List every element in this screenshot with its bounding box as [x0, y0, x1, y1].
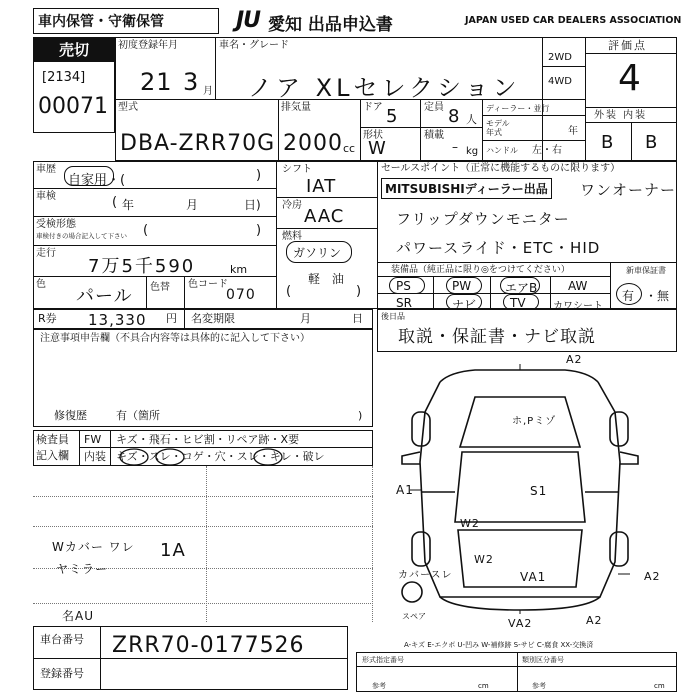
r-label: R券	[38, 312, 57, 325]
yen-unit: 円	[166, 312, 177, 325]
lot-code: [2134]	[42, 70, 86, 85]
repair-label: 修復歴	[54, 409, 87, 422]
divider	[215, 37, 216, 99]
ref-label: 参考	[532, 682, 546, 690]
ac-label: 冷房	[282, 200, 302, 211]
divider	[420, 99, 421, 161]
wheel-rr	[610, 532, 628, 566]
dotted-line	[33, 526, 373, 527]
inspector-label-1: 検査員	[36, 433, 69, 446]
repair-close: )	[358, 409, 363, 422]
reception-label: 受検形態	[36, 219, 76, 230]
diagram-mark-bumper-note: カバースレ	[398, 570, 453, 581]
divider	[482, 99, 483, 161]
fuel-value: ガソリン	[293, 246, 342, 260]
handle-label: ハンドル	[486, 146, 518, 155]
later-items-value: 取説・保証書・ナビ取説	[398, 327, 596, 347]
divider	[79, 430, 80, 466]
month-unit: 月	[300, 312, 311, 325]
diagram-mark-top: A2	[566, 353, 583, 366]
damage-legend: A-キズ E-エクボ U-凹み W-補修跡 S-サビ C-腐食 XX-交換済	[404, 641, 594, 649]
divider	[184, 309, 185, 329]
exterior-grade: B	[601, 132, 615, 153]
sold-badge: 売切	[34, 38, 114, 62]
ac-value: AAC	[304, 206, 345, 227]
cc-unit: cc	[343, 142, 356, 155]
name-change-label: 名変期限	[191, 312, 235, 325]
dotted-line	[33, 496, 373, 497]
diagram-mark-hood: ホ,Pミゾ	[512, 416, 557, 427]
divider	[184, 276, 185, 309]
capacity-unit: 人	[466, 113, 477, 126]
model-value: DBA-ZRR70G	[120, 131, 276, 156]
warranty-no: ・無	[645, 289, 670, 303]
reg-month: 3	[183, 68, 200, 96]
handwritten-note-3: 名AU	[62, 609, 94, 623]
lot-number: 00071	[38, 94, 108, 119]
reg-number-label: 登録番号	[40, 667, 84, 680]
divider	[356, 666, 677, 667]
divider	[517, 652, 518, 692]
color-code-label: 色コード	[188, 279, 228, 290]
capacity-label: 定員	[424, 102, 444, 113]
equip-navi: ナビ	[452, 298, 477, 312]
divider	[631, 122, 632, 161]
divider	[585, 37, 586, 161]
equip-pw-circle	[446, 277, 482, 294]
divider	[146, 276, 147, 309]
dotted-vertical	[206, 466, 207, 622]
divider	[33, 188, 276, 189]
color-label: 色	[36, 279, 46, 290]
fw-label: FW	[84, 433, 102, 446]
shift-value: IAT	[306, 176, 337, 197]
interior-circle-marks	[110, 446, 310, 468]
divider	[490, 276, 491, 309]
divider	[377, 161, 378, 309]
sales-point-3: パワースライド・ETC・HID	[396, 239, 601, 257]
cm-unit: cm	[654, 682, 665, 690]
warranty-yes: 有	[622, 289, 635, 303]
load-label: 積載	[424, 130, 444, 141]
color-code-value: 070	[226, 287, 256, 303]
equip-tv: TV	[510, 296, 526, 310]
displacement-label: 排気量	[281, 102, 311, 113]
reception-open: (	[143, 223, 149, 238]
divider	[482, 140, 585, 141]
equip-sr: SR	[396, 296, 412, 310]
divider	[33, 276, 276, 277]
handwritten-note-2: ヤミラー	[56, 562, 109, 576]
day-unit: 日	[352, 312, 363, 325]
color-replaced-label: 色替	[150, 282, 170, 293]
reception-note: 車検付きの場合記入して下さい	[36, 232, 127, 240]
divider	[276, 228, 377, 229]
roof-outline	[455, 452, 585, 522]
wheel-rl	[412, 532, 430, 566]
interior-grade: B	[645, 132, 659, 153]
interior-items: キズ・スレ・コゲ・穴・スレ・キレ・破レ	[116, 450, 325, 463]
warranty-circle	[616, 283, 642, 305]
sales-point-1: ワンオーナー	[580, 181, 677, 199]
divider	[482, 115, 585, 116]
circle-mark	[156, 449, 184, 465]
divider	[360, 127, 482, 128]
rear-bumper	[440, 597, 600, 610]
wheel-fr	[610, 412, 628, 446]
inspection-month: 月	[186, 198, 199, 212]
divider	[585, 53, 677, 54]
equip-aw: AW	[568, 279, 588, 293]
reception-close: )	[256, 223, 262, 238]
storage-box: 車内保管・守衛保管	[33, 8, 219, 34]
wheel-fl	[412, 412, 430, 446]
month-unit: 月	[203, 86, 213, 97]
form-title: 愛知 出品申込書	[268, 15, 393, 35]
car-diagram	[380, 352, 677, 630]
drive-2wd: 2WD	[548, 52, 572, 63]
fw-items: キズ・飛石・ヒビ割・リペア跡・X要	[116, 433, 300, 446]
divider	[550, 276, 551, 309]
divider	[278, 99, 279, 161]
repair-value: 有（箇所	[116, 409, 160, 422]
ju-logo: JU	[236, 8, 261, 33]
dotted-line	[33, 603, 373, 604]
dotted-vertical	[372, 466, 373, 622]
shape-value: W	[368, 138, 387, 159]
evaluation-label: 評価点	[608, 39, 647, 52]
equip-airbag: エアB	[505, 281, 538, 295]
interior-label: 内装	[84, 450, 106, 463]
divider	[542, 66, 585, 67]
doors-value: 5	[386, 106, 399, 127]
mirror-left	[402, 452, 420, 464]
association-name: JAPAN USED CAR DEALERS ASSOCIATION	[465, 15, 682, 26]
mileage-label: 走行	[36, 248, 56, 259]
front-bumper	[440, 370, 598, 382]
sales-point-2: フリップダウンモニター	[396, 210, 570, 228]
divider	[276, 197, 377, 198]
cm-unit: cm	[478, 682, 489, 690]
diagram-mark-roof: S1	[530, 484, 548, 498]
equipment-label: 装備品（純正品に限り◎をつけてください）	[391, 265, 570, 275]
load-value: –	[452, 140, 458, 154]
divider	[33, 245, 276, 246]
divider	[377, 262, 677, 263]
equip-ps: PS	[396, 279, 411, 293]
ref-label: 参考	[372, 682, 386, 690]
diagram-mark-right-rear: A2	[644, 570, 661, 583]
fuel-bracket-right: )	[356, 284, 362, 299]
equip-airbag-circle	[500, 277, 540, 294]
capacity-value: 8	[448, 106, 461, 127]
diagram-mark-left-mid: W2	[460, 517, 480, 530]
evaluation-score: 4	[618, 58, 642, 99]
inspection-open: (	[112, 195, 118, 210]
mileage-unit: km	[230, 263, 248, 276]
diagram-mark-left-front: A1	[396, 483, 414, 497]
inspection-day: 日)	[244, 198, 261, 212]
form-label: 形式指定番号	[362, 656, 404, 664]
mirror-right	[620, 452, 638, 464]
handwritten-note-1-grade: 1A	[160, 540, 186, 561]
first-registration-label: 初度登録年月	[118, 40, 178, 51]
diagram-mark-bottom-right: A2	[586, 614, 603, 627]
model-year-label: モデル 年式	[486, 119, 510, 137]
sales-points-label: セールスポイント（正常に機能するものに限ります）	[381, 163, 621, 174]
diesel-label: 軽 油	[308, 272, 348, 286]
history-value: 自家用・(	[68, 173, 126, 188]
equip-pw: PW	[452, 279, 472, 293]
equip-tv-circle	[503, 294, 539, 310]
divider	[360, 99, 361, 161]
fuel-bracket-left: (	[286, 284, 292, 299]
divider	[33, 658, 348, 659]
inspector-label-2: 記入欄	[36, 449, 69, 462]
reg-year: 21	[140, 68, 173, 96]
name-grade-value: ノア XLセレクション	[248, 74, 521, 102]
displacement-value: 2000	[283, 131, 343, 156]
divider	[610, 262, 611, 309]
r-value: 13,330	[88, 311, 147, 329]
category-label: 類別区分番号	[522, 656, 564, 664]
divider	[585, 107, 677, 108]
circle-mark	[120, 449, 148, 465]
notes-label: 注意事項申告欄（不具合内容等は具体的に記入して下さい）	[40, 333, 310, 344]
handwritten-note-1: Wカバー ワレ	[52, 540, 135, 554]
history-circle	[64, 166, 114, 186]
chassis-label: 車台番号	[40, 633, 84, 646]
divider	[433, 276, 434, 309]
dealer-tag: MITSUBISHIディーラー出品	[381, 178, 552, 199]
divider	[33, 216, 276, 217]
fuel-label: 燃料	[282, 231, 302, 242]
drive-4wd: 4WD	[548, 76, 572, 87]
model-label: 型式	[118, 102, 138, 113]
name-grade-label: 車名・グレード	[219, 40, 289, 51]
shape-label: 形状	[363, 130, 383, 141]
mileage-value: 7万5千590	[88, 256, 196, 277]
later-items-label: 後日品	[381, 312, 405, 321]
doors-label: ドア	[363, 102, 383, 113]
chassis-value: ZRR70-0177526	[112, 633, 305, 658]
year-unit: 年	[568, 126, 578, 137]
history-close: )	[256, 168, 262, 183]
circle-mark	[254, 449, 282, 465]
spare-label: スペア	[402, 612, 426, 621]
ext-int-label: 外装 内装	[594, 110, 648, 121]
dealer-parallel: ディーラー・並行	[486, 104, 550, 113]
spare-tire	[402, 582, 422, 602]
equip-ps-circle	[389, 277, 425, 294]
diagram-mark-rear-bottom: VA2	[508, 617, 533, 630]
divider	[115, 99, 585, 100]
equip-navi-circle	[446, 294, 482, 310]
divider	[276, 161, 277, 309]
inspection-year: 年	[122, 198, 135, 212]
equip-seat: カワシート	[553, 301, 603, 312]
inspection-label: 車検	[36, 191, 56, 202]
warranty-label: 新車保証書	[626, 266, 666, 275]
shift-label: シフト	[282, 164, 312, 175]
load-unit: kg	[466, 146, 479, 157]
history-label: 車歴	[36, 164, 56, 175]
handle-value: 左・右	[532, 145, 562, 156]
color-value: パール	[76, 286, 133, 307]
diagram-mark-rear: VA1	[520, 570, 547, 584]
diagram-mark-left-rear: W2	[474, 553, 494, 566]
